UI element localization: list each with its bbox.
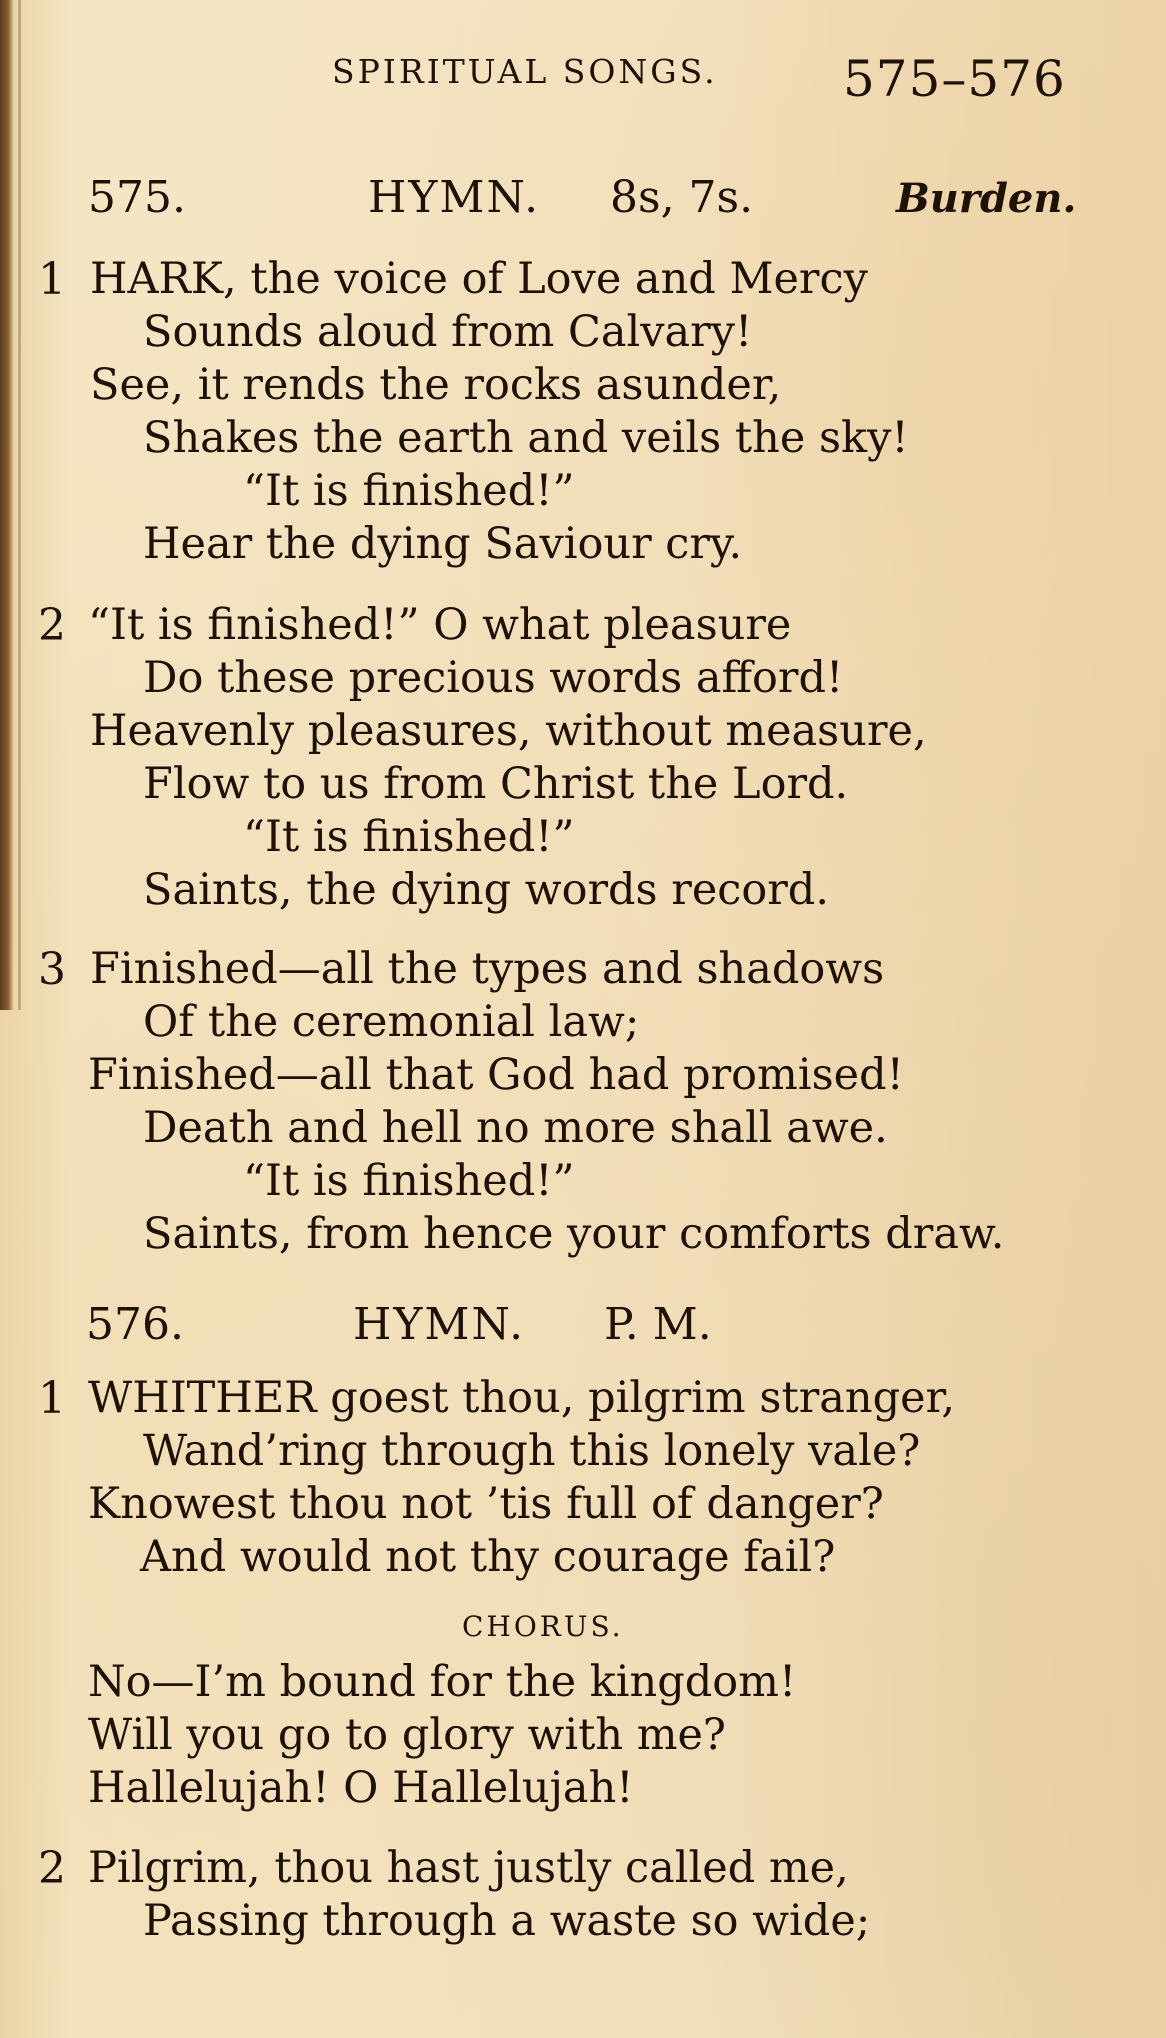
verse-line: Pilgrim, thou hast justly called me, [88,1843,849,1893]
verse-line: Passing through a waste so wide; [143,1896,871,1946]
hymn-576-number: 576. [86,1299,184,1350]
verse-line: Wand’ring through this lonely vale? [143,1426,921,1476]
chorus-line: No—I’m bound for the kingdom! [88,1657,797,1707]
verse-line: Death and hell no more shall awe. [143,1103,888,1153]
verse-line: Heavenly pleasures, without measure, [90,706,927,756]
page-range: 575–576 [843,50,1066,108]
book-spine-edge [0,0,14,1010]
chorus-label: CHORUS. [462,1610,624,1643]
verse-line: “It is finished!” [243,1156,575,1206]
verse-line: HARK, the voice of Love and Mercy [90,254,868,304]
verse-number: 2 [38,600,66,651]
hymn-575-tune: Burden. [896,175,1077,222]
hymn-575-title: HYMN. [368,172,541,223]
hymn-576-title: HYMN. [353,1299,526,1350]
verse-line: “It is finished!” [243,812,575,862]
chorus-line: Will you go to glory with me? [88,1710,726,1760]
verse-line: “It is finished!” [243,466,575,516]
verse-line: And would not thy courage fail? [140,1532,836,1582]
verse-line: Saints, the dying words record. [143,865,830,915]
verse-number: 3 [38,944,66,995]
verse-line: Hear the dying Saviour cry. [143,519,743,569]
verse-line: Sounds aloud from Calvary! [143,307,753,357]
verse-line: Finished—all the types and shadows [90,944,885,994]
verse-line: “It is finished!” O what pleasure [88,600,792,650]
verse-number: 2 [38,1843,66,1894]
verse-number: 1 [38,254,66,305]
verse-line: Shakes the earth and veils the sky! [143,413,909,463]
verse-line: WHITHER goest thou, pilgrim stranger, [88,1373,956,1423]
verse-line: Finished—all that God had promised! [88,1050,904,1100]
hymn-576-meter: P. M. [604,1299,712,1350]
verse-line: Flow to us from Christ the Lord. [143,759,849,809]
page-gutter-shadow [18,0,21,1010]
chorus-line: Hallelujah! O Hallelujah! [88,1763,634,1813]
verse-number: 1 [38,1373,66,1424]
verse-line: Saints, from hence your comforts draw. [143,1209,1005,1259]
verse-line: Knowest thou not ’tis full of danger? [88,1479,884,1529]
running-title: SPIRITUAL SONGS. [332,52,718,91]
hymn-575-meter: 8s, 7s. [610,172,754,223]
verse-line: Do these precious words afford! [143,653,844,703]
verse-line: Of the ceremonial law; [143,997,640,1047]
verse-line: See, it rends the rocks asunder, [90,360,782,410]
hymn-575-number: 575. [88,172,186,223]
